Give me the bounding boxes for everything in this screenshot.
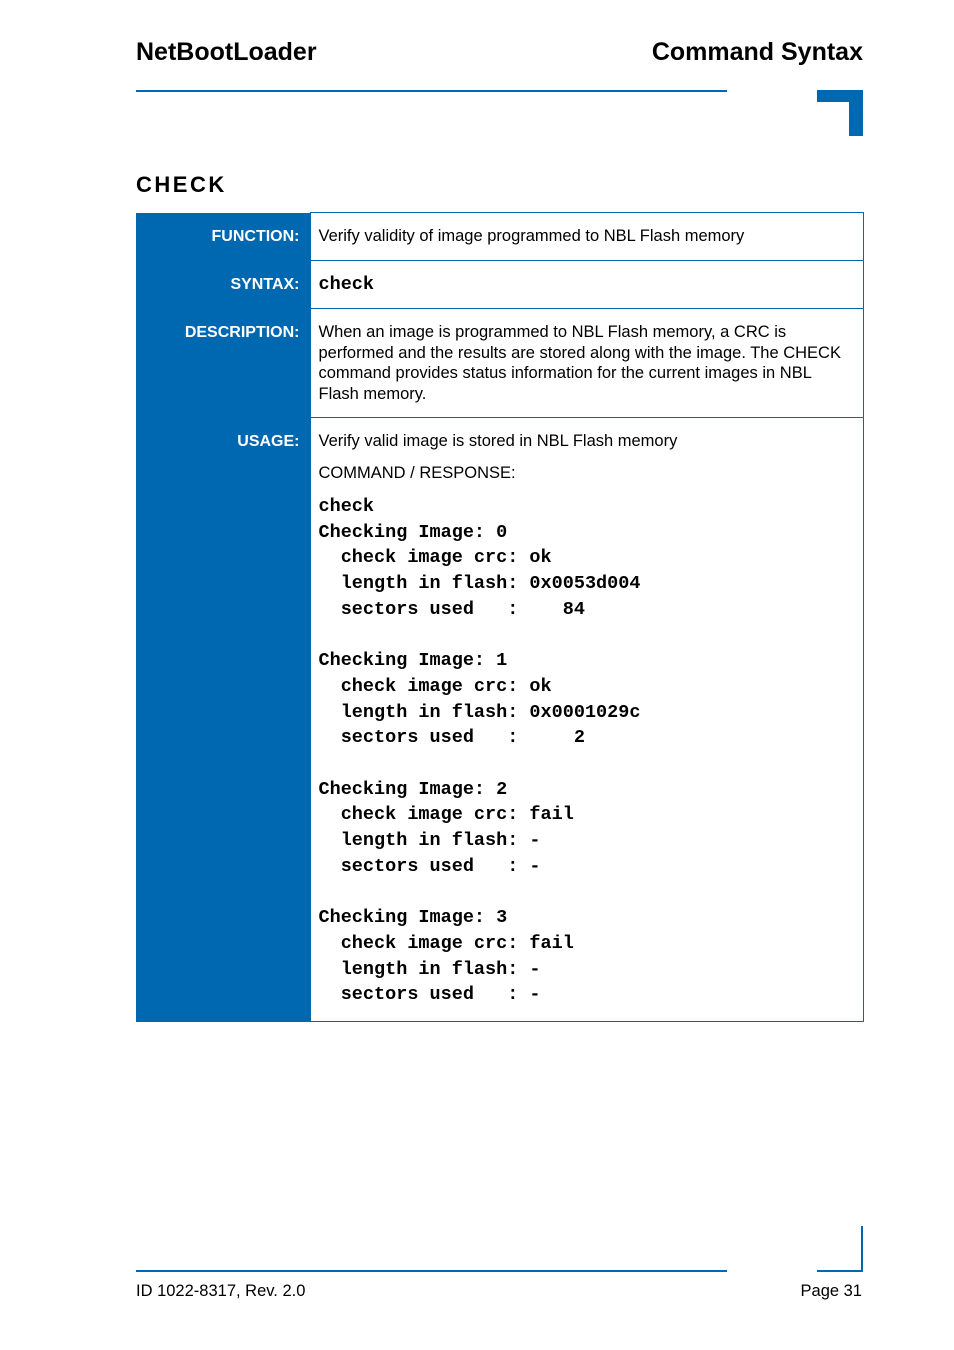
- usage-label: USAGE:: [136, 418, 310, 1022]
- function-value: Verify validity of image programmed to NBL Flash memory: [310, 213, 864, 261]
- footer-corner-vertical: [861, 1226, 863, 1272]
- syntax-value: [310, 260, 864, 309]
- description-row: [136, 309, 864, 418]
- footer-corner-horizontal: [817, 1270, 863, 1272]
- function-row: [136, 213, 864, 261]
- section-title: CHECK: [136, 172, 227, 197]
- usage-intro: Verify valid image is stored in NBL Flash memory: [318, 432, 678, 450]
- header-rule: [136, 90, 727, 92]
- footer-doc-id: ID 1022-8317, Rev. 2.0: [136, 1282, 306, 1300]
- description-value: When an image is programmed to NBL Flash memory, a CRC is performed and the results are stored along with the image. The CHECK command provides status information for the current images in NBL Flash memory.: [310, 309, 864, 418]
- usage-subhead: COMMAND / RESPONSE:: [318, 463, 516, 482]
- syntax-row: [136, 260, 864, 309]
- footer-page-number: Page 31: [800, 1282, 862, 1300]
- footer-rule: [136, 1270, 727, 1272]
- function-label: FUNCTION:: [136, 213, 310, 261]
- terminal-output: check Checking Image: 0 check image crc: ok length in flash: 0x0053d004 sectors used : 84 Checking Image: 1 check image crc: ok length in flash: 0x0001029c sectors used : 2 Checking Image: 2 check image crc: fail length in flash: - sectors used : - Checking Image: 3 check image crc: fail length in flash: - sectors used : -: [318, 496, 641, 1006]
- header-title-left: NetBootLoader: [136, 38, 317, 66]
- usage-row: [136, 418, 864, 1022]
- syntax-label: SYNTAX:: [136, 260, 310, 309]
- description-label: DESCRIPTION:: [136, 309, 310, 418]
- usage-value: [310, 418, 864, 1022]
- syntax-command: check: [318, 273, 375, 295]
- corner-mark-vertical: [849, 90, 863, 136]
- command-table: [136, 212, 864, 1022]
- header-title-right: Command Syntax: [651, 38, 863, 66]
